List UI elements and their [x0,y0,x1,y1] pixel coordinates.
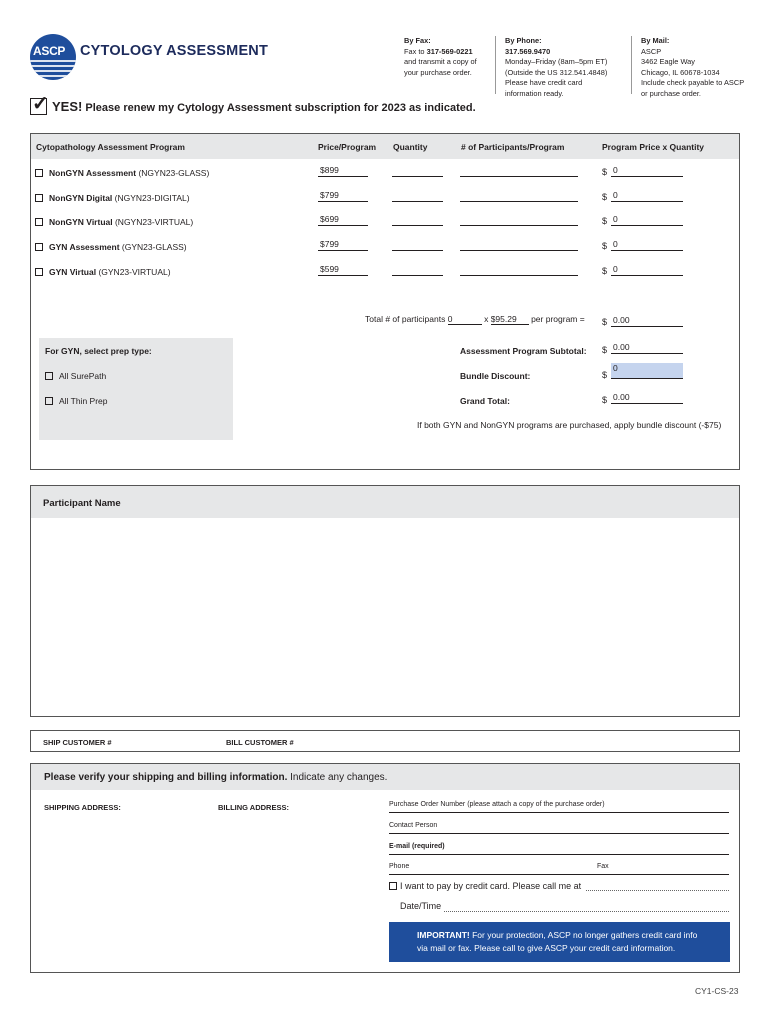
program-total-field[interactable]: 0 [611,214,683,226]
checkbox-icon[interactable] [35,268,43,276]
shipping-address-label: SHIPPING ADDRESS: [44,803,121,812]
dollar-sign: $ [602,167,608,177]
contact-mail: By Mail: ASCP 3462 Eagle Way Chicago, IL 60678-1034 Include check payable to ASCP or purchase order. [641,36,745,98]
bundle-discount-label: Bundle Discount: [460,371,531,381]
participant-header [31,486,739,518]
program-total-field[interactable]: 0 [611,264,683,276]
subtotal-label: Assessment Program Subtotal: [460,346,587,356]
verify-panel [30,763,740,973]
checkbox-icon[interactable] [45,372,53,380]
col-total: Program Price x Quantity [602,142,705,152]
table-row: GYN Virtual (GYN23-VIRTUAL) [35,267,171,277]
dollar-sign: $ [602,216,608,226]
program-total-field[interactable]: 0 [611,190,683,202]
po-number-field[interactable]: Purchase Order Number (please attach a copy of the purchase order) [389,801,729,813]
price-field: $799 [318,239,368,251]
fax-field-label: Fax [597,863,609,870]
quantity-field[interactable] [392,239,443,251]
divider [495,36,496,94]
form-code: CY1-CS-23 [695,986,739,996]
datetime-label: Date/Time [400,901,442,911]
dollar-sign: $ [602,192,608,202]
col-participants: # of Participants/Program [461,142,565,152]
col-quantity: Quantity [393,142,428,152]
contact-phone: By Phone: 317.569.9470 Monday–Friday (8am–5pm ET) (Outside the US 312.541.4848) Please have credit card information ready. [505,36,608,98]
quantity-field[interactable] [392,264,443,276]
billing-address-label: BILLING ADDRESS: [218,803,289,812]
checkbox-icon[interactable] [35,194,43,202]
participants-field[interactable] [460,239,578,251]
participants-total-field[interactable]: 0.00 [611,315,683,327]
prep-option-surepath[interactable]: All SurePath [45,371,106,381]
customer-number-row [30,730,740,752]
dollar-sign: $ [602,241,608,251]
price-field: $899 [318,165,368,177]
table-row: NonGYN Digital (NGYN23-DIGITAL) [35,193,190,203]
col-price: Price/Program [318,142,377,152]
ascp-logo [30,34,76,80]
quantity-field[interactable] [392,190,443,202]
dollar-sign: $ [602,370,608,380]
dollar-sign: $ [602,395,608,405]
participants-total-line: Total # of participants 0 x $95.29 per program = [365,314,585,324]
grand-total-field[interactable]: 0.00 [611,392,683,404]
price-field: $599 [318,264,368,276]
pay-by-card-option[interactable]: I want to pay by credit card. Please call me at [389,881,581,891]
price-field: $799 [318,190,368,202]
dollar-sign: $ [602,317,608,327]
participant-name-area[interactable] [31,518,739,716]
dollar-sign: $ [602,345,608,355]
contact-person-field[interactable]: Contact Person [389,822,729,834]
price-field: $699 [318,214,368,226]
ship-customer-label: SHIP CUSTOMER # [43,738,112,747]
rate-field: $95.29 [491,314,529,325]
participants-count-field[interactable]: 0 [448,314,482,325]
bundle-note: If both GYN and NonGYN programs are purchased, apply bundle discount (-$75) [417,420,722,430]
participant-title: Participant Name [43,498,121,509]
col-program: Cytopathology Assessment Program [36,142,185,152]
subtotal-field[interactable]: 0.00 [611,342,683,354]
table-row: NonGYN Virtual (NGYN23-VIRTUAL) [35,217,193,227]
quantity-field[interactable] [392,214,443,226]
logo-text: ASCP [33,44,66,58]
quantity-field[interactable] [392,165,443,177]
checkbox-icon[interactable] [35,218,43,226]
prep-option-thinprep[interactable]: All Thin Prep [45,396,108,406]
checkbox-icon[interactable] [45,397,53,405]
email-field[interactable]: E-mail (required) [389,843,729,855]
prep-type-title: For GYN, select prep type: [45,346,152,356]
contact-fax: By Fax: Fax to 317-569-0221 and transmit a copy of your purchase order. [404,36,477,77]
renew-line: ✓ YES! Please renew my Cytology Assessment subscription for 2023 as indicated. [30,98,476,115]
table-row: NonGYN Assessment (NGYN23-GLASS) [35,168,209,178]
checkbox-icon[interactable] [389,882,397,890]
program-total-field[interactable]: 0 [611,165,683,177]
important-notice: IMPORTANT! For your protection, ASCP no longer gathers credit card info via mail or fax. Please call to give ASCP your credit card information. [389,922,730,962]
divider [631,36,632,94]
bundle-discount-field[interactable]: 0 [611,363,683,379]
bill-customer-label: BILL CUSTOMER # [226,738,294,747]
page-title: CYTOLOGY ASSESSMENT [80,43,269,59]
call-number-field[interactable] [586,890,729,891]
table-row: GYN Assessment (GYN23-GLASS) [35,242,187,252]
participants-field[interactable] [460,214,578,226]
program-total-field[interactable]: 0 [611,239,683,251]
participants-field[interactable] [460,190,578,202]
checkbox-icon[interactable] [35,243,43,251]
renew-checkbox[interactable] [30,98,47,115]
phone-field[interactable]: Phone Fax [389,863,729,875]
dollar-sign: $ [602,266,608,276]
verify-title: Please verify your shipping and billing information. Indicate any changes. [44,772,388,783]
checkbox-icon[interactable] [35,169,43,177]
datetime-field[interactable] [444,911,729,912]
grand-total-label: Grand Total: [460,396,510,406]
participant-panel [30,485,740,717]
participants-field[interactable] [460,264,578,276]
participants-field[interactable] [460,165,578,177]
